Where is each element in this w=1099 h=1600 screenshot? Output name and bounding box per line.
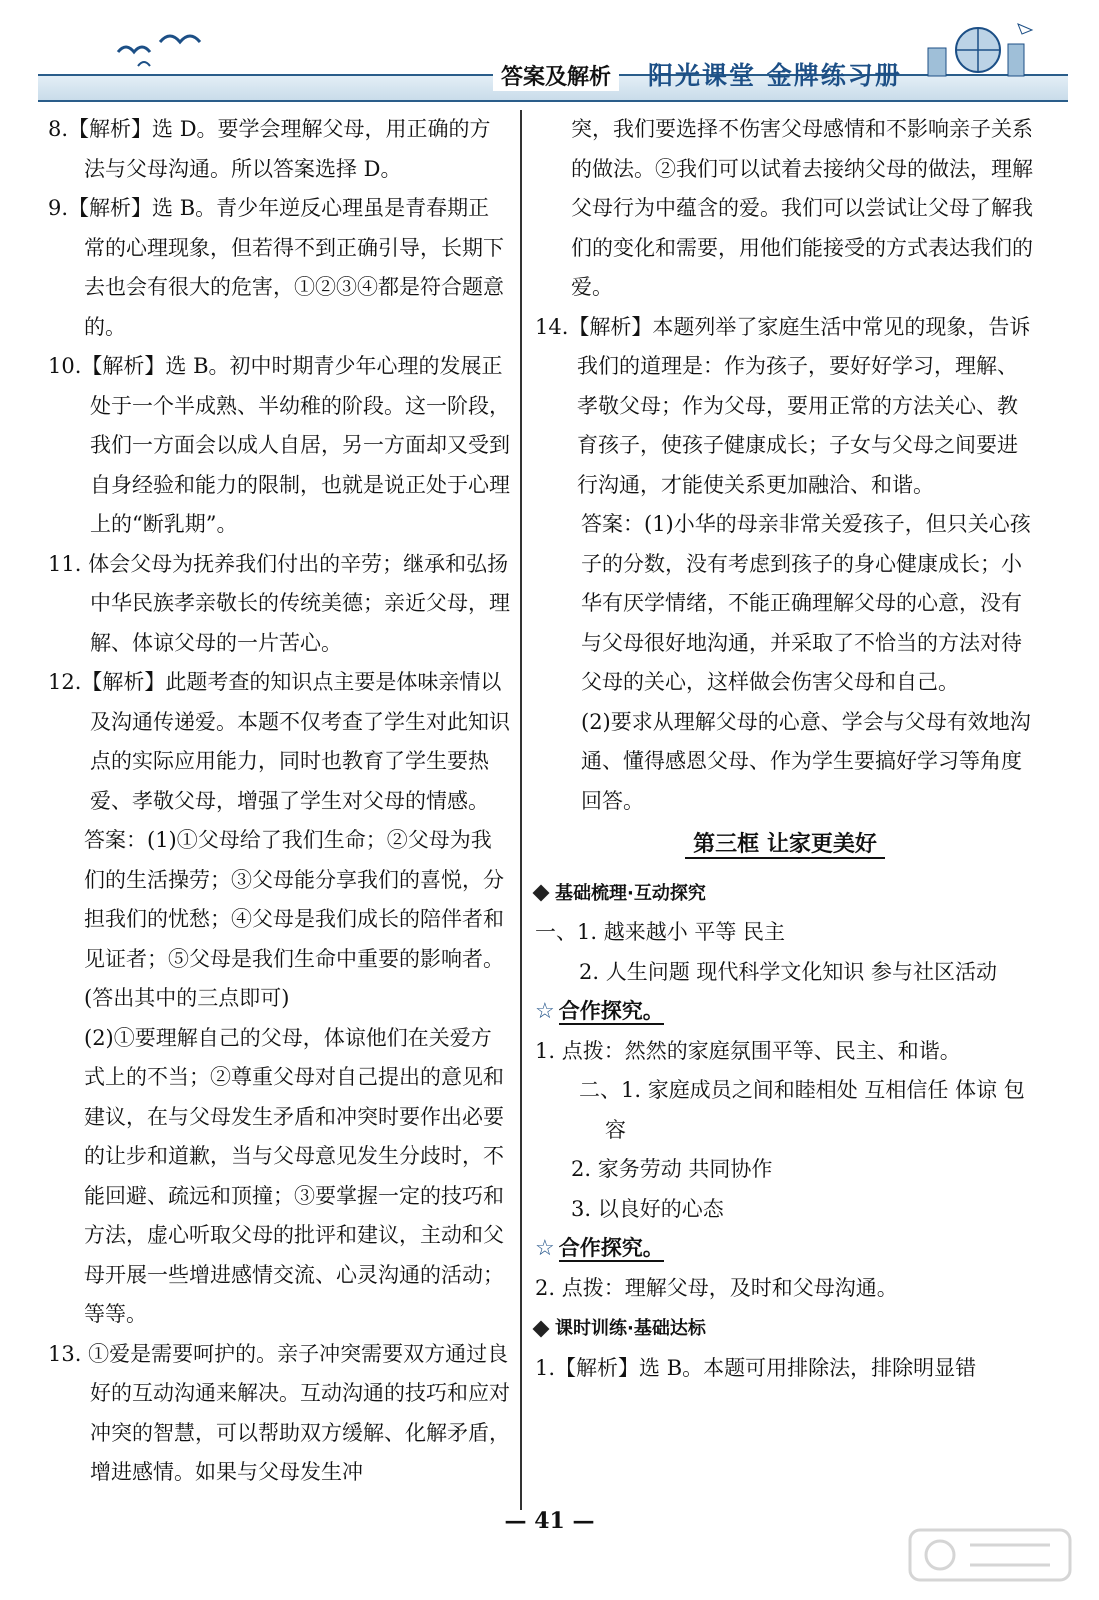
answer-line-4: 二、1. 家庭成员之间和睦相处 互相信任 体谅 包容 bbox=[579, 1078, 1025, 1142]
answer-line-5: 2. 家务劳动 共同协作 bbox=[571, 1157, 773, 1181]
answer-9: 9.【解析】选 B。青少年逆反心理虽是青春期正常的心理现象，但若得不到正确引导，长期下去也会有很大的危害，①②③④都是符合题意的。 bbox=[48, 196, 504, 339]
answer-line-6: 3. 以良好的心态 bbox=[571, 1196, 724, 1221]
birds-decoration-icon bbox=[98, 22, 208, 72]
answer-12-part1: 答案：(1)①父母给了我们生命；②父母为我们的生活操劳；③父母能分享我们的喜悦，分担我们的忧愁；④父母是我们成长的陪伴者和见证者；⑤父母是我们生命中重要的影响者。(答出其中的三点即可) bbox=[84, 828, 504, 1010]
answer-11: 11. 体会父母为抚养我们付出的辛劳；继承和弘扬中华民族孝亲敬长的传统美德；亲近父母，理解、体谅父母的一片苦心。 bbox=[48, 551, 510, 655]
answer-line-7: 2. 点拨：理解父母，及时和父母沟通。 bbox=[535, 1275, 898, 1300]
star-icon: ☆ bbox=[535, 1236, 555, 1261]
subheading-basic: 基础梳理·互动探究 bbox=[535, 873, 1035, 914]
answer-14-part2: (2)要求从理解父母的心意、学会与父母有效地沟通、懂得感恩父母、作为学生要搞好学习等角度回答。 bbox=[581, 709, 1031, 813]
globe-decoration-icon bbox=[908, 18, 1058, 78]
answer-13: 13. ①爱是需要呵护的。亲子冲突需要双方通过良好的互动沟通来解决。互动沟通的技巧和应对冲突的智慧，可以帮助双方缓解、化解矛盾，增进感情。如果与父母发生冲 bbox=[48, 1341, 510, 1484]
answer-line-8: 1.【解析】选 B。本题可用排除法，排除明显错 bbox=[535, 1355, 977, 1380]
coop-heading-1: ☆ 合作探究。 bbox=[535, 999, 664, 1024]
star-icon: ☆ bbox=[535, 999, 555, 1024]
right-column bbox=[535, 110, 1035, 1388]
answer-13-continued: 突，我们要选择不伤害父母感情和不影响亲子关系的做法。②我们可以试着去接纳父母的做法，理解父母行为中蕴含的爱。我们可以尝试让父母了解我们的变化和需要，用他们能接受的方式表达我们的爱。 bbox=[571, 117, 1033, 299]
header-section-title: 答案及解析 bbox=[493, 60, 619, 91]
header-brand: 阳光课堂 金牌练习册 bbox=[648, 61, 902, 90]
answer-12-part2: (2)①要理解自己的父母，体谅他们在关爱方式上的不当；②尊重父母对自己提出的意见和建议，在与父母发生矛盾和冲突时要作出必要的让步和道歉，当与父母意见发生分歧时，不能回避、疏远和顶撞；③要掌握一定的技巧和方法，虚心听取父母的批评和建议，主动和父母开展一些增进感情交流、心灵沟通的活动；等等。 bbox=[84, 1025, 504, 1326]
answer-10: 10.【解析】选 B。初中时期青少年心理的发展正处于一个半成熟、半幼稚的阶段。这一阶段，我们一方面会以成人自居，另一方面却又受到自身经验和能力的限制，也就是说正处于心理上的“断乳期”。 bbox=[48, 354, 510, 536]
diamond-icon bbox=[533, 1320, 550, 1337]
answer-12: 12.【解析】此题考查的知识点主要是体味亲情以及沟通传递爱。本题不仅考查了学生对此知识点的实际应用能力，同时也教育了学生要热爱、孝敬父母，增强了学生对父母的情感。 bbox=[48, 670, 510, 813]
section-title: 第三框 让家更美好 bbox=[535, 825, 1035, 865]
answer-8: 8.【解析】选 D。要学会理解父母，用正确的方法与父母沟通。所以答案选择 D。 bbox=[48, 117, 491, 181]
coop-heading-2: ☆ 合作探究。 bbox=[535, 1236, 664, 1261]
page-header bbox=[38, 18, 1068, 108]
page-number: — 41 — bbox=[504, 1508, 595, 1534]
diamond-icon bbox=[533, 885, 550, 902]
answer-line-3: 1. 点拨：然然的家庭氛围平等、民主、和谐。 bbox=[535, 1038, 961, 1063]
column-divider bbox=[520, 110, 522, 1510]
answer-14: 14.【解析】本题列举了家庭生活中常见的现象，告诉我们的道理是：作为孩子，要好好学习，理解、孝敬父母；作为父母，要用正常的方法关心、教育孩子，使孩子健康成长；子女与父母之间要进行沟通，才能使关系更加融洽、和谐。 bbox=[535, 314, 1031, 497]
answer-line-2: 2. 人生问题 现代科学文化知识 参与社区活动 bbox=[579, 959, 998, 984]
answer-14-part1: 答案：(1)小华的母亲非常关爱孩子，但只关心孩子的分数，没有考虑到孩子的身心健康成长；小华有厌学情绪，不能正确理解父母的心意，没有与父母很好地沟通，并采取了不恰当的方法对待父母的关心，这样做会伤害父母和自己。 bbox=[581, 512, 1031, 694]
answer-line-1: 一、1. 越来越小 平等 民主 bbox=[535, 920, 786, 944]
left-column bbox=[48, 110, 510, 1493]
subheading-training: 课时训练·基础达标 bbox=[535, 1308, 1035, 1349]
watermark-icon bbox=[900, 1520, 1080, 1590]
